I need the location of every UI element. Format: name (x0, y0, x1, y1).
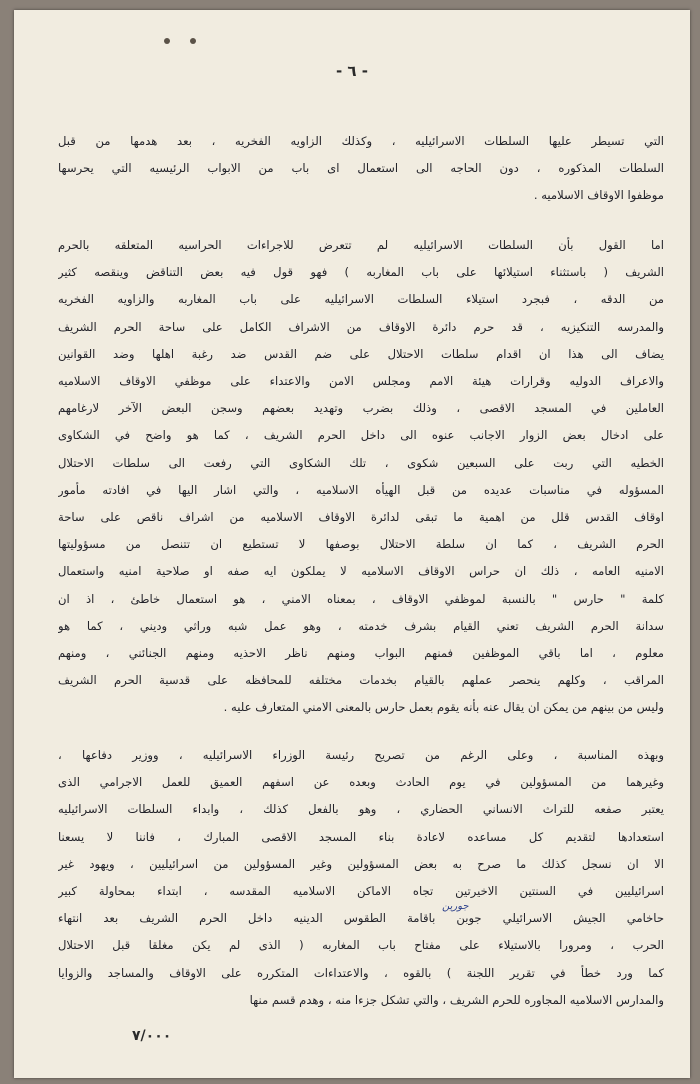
paragraph-2 (58, 232, 664, 722)
punch-hole-right (190, 38, 196, 44)
text-line: الخطيه التي ربت على السبعين شكوى ، تلك الشكاوى التي رفعت الى سلطات الاحتلال (58, 455, 664, 470)
text-line: والمدرسه التنكيزيه ، قد حرم دائرة الاوقاف من الاشراف الكامل على ساحة الحرم الشريف (58, 319, 664, 334)
text-line: موظفوا الاوقاف الاسلاميه . (533, 188, 664, 203)
text-line: يعتبر صفعه للتراث الانساني الحضاري ، وهو بالفعل كذلك ، وابداء السلطات الاسرائيليه (58, 802, 664, 817)
document-page (14, 10, 690, 1078)
text-line: والاعراف الدوليه وقرارات هيئة الامم ومجلس الامن والاعتداء على موظفي الاوقاف الاسلاميه (58, 374, 664, 389)
paragraph-1 (58, 128, 664, 210)
text-line: وبهذه المناسبة ، وعلى الرغم من تصريح رئيسة الوزراء الاسرائيليه ، ووزير دفاعها ، (58, 748, 664, 762)
text-line: الامنيه العامه ، ذلك ان حراس الاوقاف الاسلاميه لا يملكون ايه صفه او صلاحية امنيه واستعمال (58, 564, 664, 579)
text-line: اما القول بأن السلطات الاسرائيليه لم تتعرض للاجراءات الحراسيه المتعلقه بالحرم (58, 238, 664, 252)
text-line: وليس من بينهم من يمكن ان يقال عنه بأنه يقوم بعمل حارس بالمعنى الامني المتعارف عليه . (223, 700, 664, 715)
text-line: استعدادها لتقديم كل مساعده لاعادة بناء المسجد الاقصى المبارك ، فاننا لا يسعنا (58, 829, 664, 844)
text-line: المسؤوله في مناسبات عديده من قبل الهيأه الاسلاميه ، والتي اشار اليها في افادته مأمور (58, 482, 664, 497)
text-line: العاملين في المسجد الاقصى ، وذلك بضرب وتهديد بعضهم وسجن البعض الآخر لارغامهم (58, 401, 664, 416)
text-line: اوقاف القدس قلل من اهمية ما تبقى لدائرة الاوقاف الاسلاميه من اشراف ناقص على ساحة (58, 510, 664, 525)
text-line: الا ان نسجل كذلك ما صرح به بعض المسؤولين وغير المسؤولين من اسرائيليين ، ويهود غير (58, 856, 664, 871)
text-line: اسرائيليين في السنتين الاخيرتين تجاه الاماكن الاسلاميه المقدسه ، ابتداء بمحاولة كبير (58, 884, 664, 899)
paragraph-3 (58, 742, 664, 1014)
text-line: السلطات المذكوره ، دون الحاجه الى استعمال اى باب من الابواب الرئيسيه التي يحرسها (58, 161, 664, 176)
text-line: التي تسيطر عليها السلطات الاسرائيليه ، وكذلك الزاويه الفخريه ، بعد هدمها من قبل (58, 134, 664, 148)
text-line: معلوم ، اما باقي الموظفين فمنهم البواب ومنهم ناظر الاحذيه ومنهم الجنائني ، ومنهم (58, 646, 664, 661)
text-line: على ادخال بعض الزوار الاجانب عنوه الى داخل الحرم الشريف ، كما هو واضح في الشكاوى (58, 428, 664, 443)
text-line: وغيرهما من المسؤولين في يوم الحادث وبعده عن اسفهم العميق للعمل الاجرامي الذى (58, 775, 664, 790)
text-line: سدانة الحرم الشريف تعني القيام بشرف خدمته ، وهو عمل شبه وراثي وديني ، كما هو (58, 618, 664, 633)
handwritten-annotation: جورين (442, 901, 469, 912)
text-line: من الدقه ، فبجرد استيلاء السلطات الاسرائيليه على باب المغاربه والزاويه الفخريه (58, 292, 664, 307)
punch-hole-left (164, 38, 170, 44)
text-line: الحرم الشريف ، كما ان سلطة الاحتلال بوصفها لا تستطيع ان تتنصل من مسؤوليتها (58, 537, 664, 552)
continuation-number: ٧/٠٠٠ (132, 1028, 172, 1044)
text-line: المراقب ، وكلهم ينحصر عملهم بالقيام بخدمات مختلفه للمحافظه على قدسية الحرم الشريف (58, 673, 664, 688)
text-line: كلمة " حارس " بالنسبة لموظفي الاوقاف ، بمعناه الامني ، هو استعمال خاطئ ، اذ ان (58, 591, 664, 606)
text-line: الحرب ، ومرورا بالاستيلاء على مفتاح باب المغاربه ( الذى لم يكن مغلقا قبل الاحتلال (58, 938, 664, 953)
text-line: والمدارس الاسلاميه المجاوره للحرم الشريف ، والتي تشكل جزءا منه ، وهدم قسم منها (249, 992, 664, 1007)
text-line: يضاف الى هذا ان اقدام سلطات الاحتلال على ضم القدس ضد رغبة اهلها وضد القوانين (58, 346, 664, 361)
page-number: - ٦ - (335, 62, 369, 80)
text-line: الشريف ( باستثناء استيلائها على باب المغاربه ) فهو قول فيه بعض التناقض وينقصه كثير (58, 265, 664, 280)
text-line: كما ورد خطأ في تقرير اللجنة ) بالقوه ، والاعتداءات المتكرره على الاوقاف والمساجد والزوايا (58, 965, 664, 980)
text-line: حاخامي الجيش الاسرائيلي جوبن باقامة الطقوس الدينيه داخل الحرم الشريف بعد انتهاء (58, 911, 664, 926)
